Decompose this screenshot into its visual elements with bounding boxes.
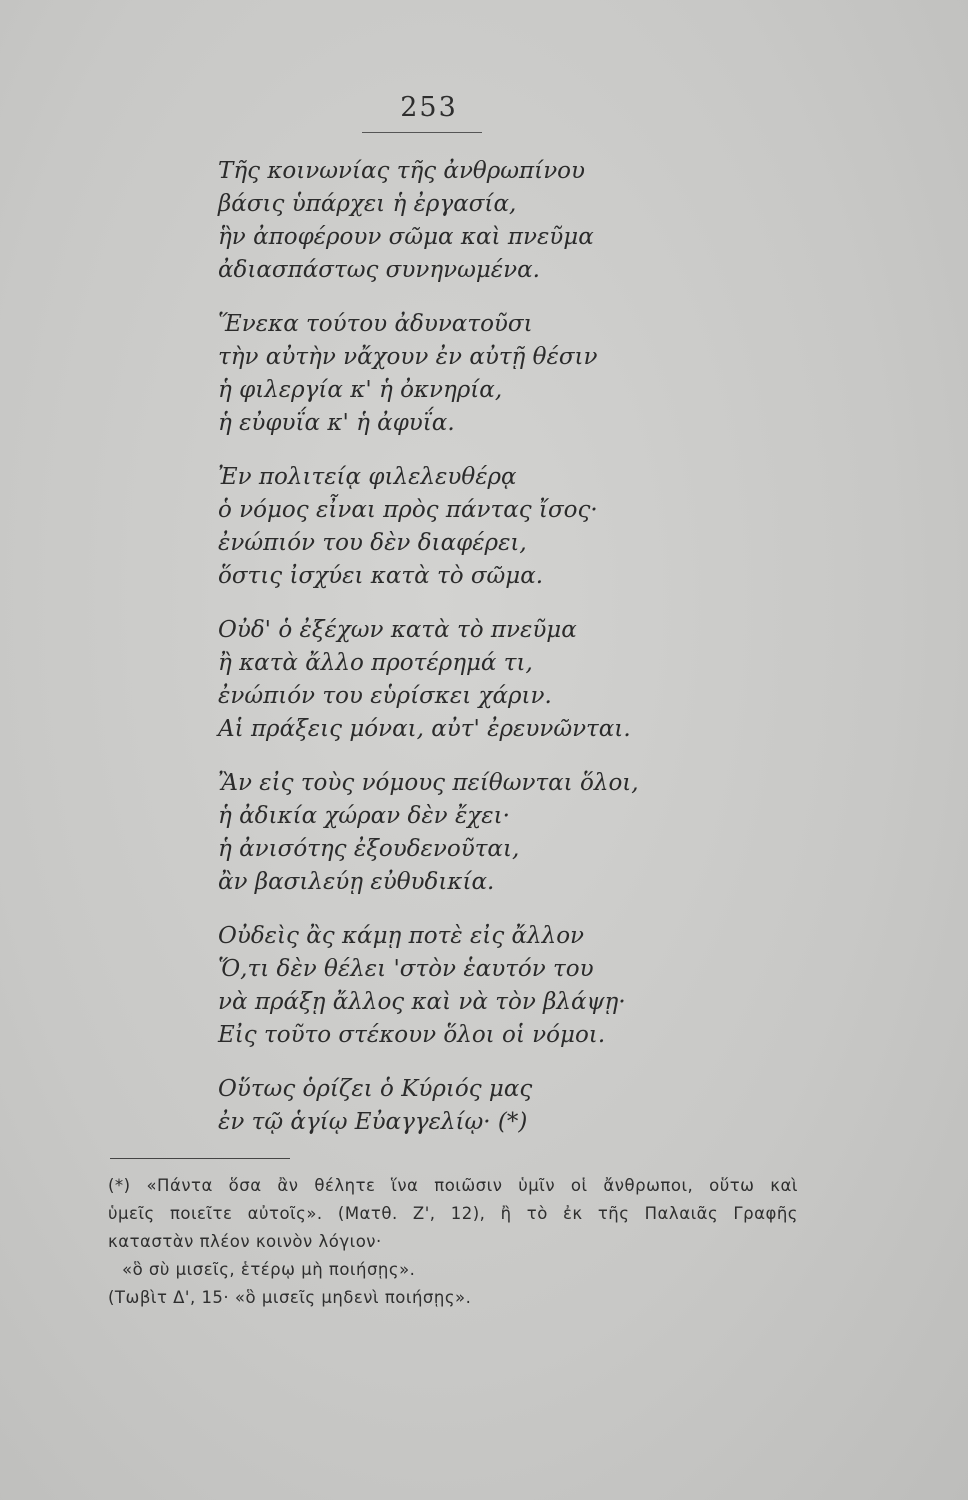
poem-line: ἡ φιλεργία κ' ἡ ὀκνηρία, xyxy=(218,377,503,403)
poem-line: ἐνώπιόν του εὑρίσκει χάριν. xyxy=(218,683,552,709)
poem-line: ἡ ἀνισότης ἐξουδενοῦται, xyxy=(218,836,520,862)
stanza xyxy=(218,767,858,899)
footnote-line: (Τωβὶτ Δ', 15· «ὃ μισεῖς μηδενὶ ποιήσῃς». xyxy=(108,1288,472,1307)
poem-line: Τῆς κοινωνίας τῆς ἀνθρωπίνου xyxy=(218,158,586,184)
poem-line: Ἕνεκα τούτου ἀδυνατοῦσι xyxy=(218,311,533,337)
poem-line: ἡ εὐφυΐα κ' ἡ ἀφυΐα. xyxy=(218,410,455,436)
stanza xyxy=(218,614,858,746)
footnote-rule xyxy=(110,1158,290,1159)
page-number-rule xyxy=(362,132,482,133)
footnote-line: «ὃ σὺ μισεῖς, ἑτέρῳ μὴ ποιήσῃς». xyxy=(122,1260,416,1279)
poem-line: ἐνώπιόν του δὲν διαφέρει, xyxy=(218,530,527,556)
poem-line: Εἰς τοῦτο στέκουν ὅλοι οἱ νόμοι. xyxy=(218,1022,606,1048)
poem-line: ἢ κατὰ ἄλλο προτέρημά τι, xyxy=(218,650,533,676)
footnote-line: (*) «Πάντα ὅσα ἂν θέλητε ἵνα ποιῶσιν ὑμῖν οἱ ἄνθρωποι, οὕτω καὶ xyxy=(108,1176,798,1195)
stanza xyxy=(218,461,858,593)
footnote-line: ὑμεῖς ποιεῖτε αὐτοῖς». (Ματθ. Ζ', 12), ἢ τὸ ἐκ τῆς Παλαιᾶς Γραφῆς xyxy=(108,1204,798,1223)
poem-line: ὅστις ἰσχύει κατὰ τὸ σῶμα. xyxy=(218,563,544,589)
poem-line: ὁ νόμος εἶναι πρὸς πάντας ἴσος· xyxy=(218,497,598,523)
stanza xyxy=(218,155,858,287)
stanza xyxy=(218,308,858,440)
footnote-line: καταστὰν πλέον κοινὸν λόγιον· xyxy=(108,1232,382,1251)
poem-line: ἣν ἀποφέρουν σῶμα καὶ πνεῦμα xyxy=(218,224,594,250)
poem-line: Οὐδεὶς ἂς κάμῃ ποτὲ εἰς ἄλλον xyxy=(218,923,585,949)
poem-line: ἀδιασπάστως συνηνωμένα. xyxy=(218,257,540,283)
poem-line: Ἐν πολιτείᾳ φιλελευθέρᾳ xyxy=(218,464,517,490)
poem-line: Αἱ πράξεις μόναι, αὐτ' ἐρευνῶνται. xyxy=(218,716,631,742)
stanza xyxy=(218,920,858,1052)
poem-line: Οὕτως ὁρίζει ὁ Κύριός μας xyxy=(218,1076,533,1102)
footnotes xyxy=(108,1172,798,1312)
page-number: 253 xyxy=(400,92,458,123)
poem xyxy=(218,155,858,1160)
poem-line: Ἂν εἰς τοὺς νόμους πείθωνται ὅλοι, xyxy=(218,770,639,796)
poem-line: Ὅ,τι δὲν θέλει 'στὸν ἑαυτόν του xyxy=(218,956,594,982)
poem-line: ἂν βασιλεύῃ εὐθυδικία. xyxy=(218,869,495,895)
poem-line: ἡ ἀδικία χώραν δὲν ἔχει· xyxy=(218,803,510,829)
stanza xyxy=(218,1073,858,1139)
poem-line: Οὐδ' ὁ ἐξέχων κατὰ τὸ πνεῦμα xyxy=(218,617,577,643)
poem-line: ἐν τῷ ἁγίῳ Εὐαγγελίῳ· (*) xyxy=(218,1109,528,1135)
poem-line: νὰ πράξῃ ἄλλος καὶ νὰ τὸν βλάψῃ· xyxy=(218,989,626,1015)
poem-line: τὴν αὐτὴν νἄχουν ἐν αὐτῇ θέσιν xyxy=(218,344,598,370)
poem-line: βάσις ὑπάρχει ἡ ἐργασία, xyxy=(218,191,517,217)
